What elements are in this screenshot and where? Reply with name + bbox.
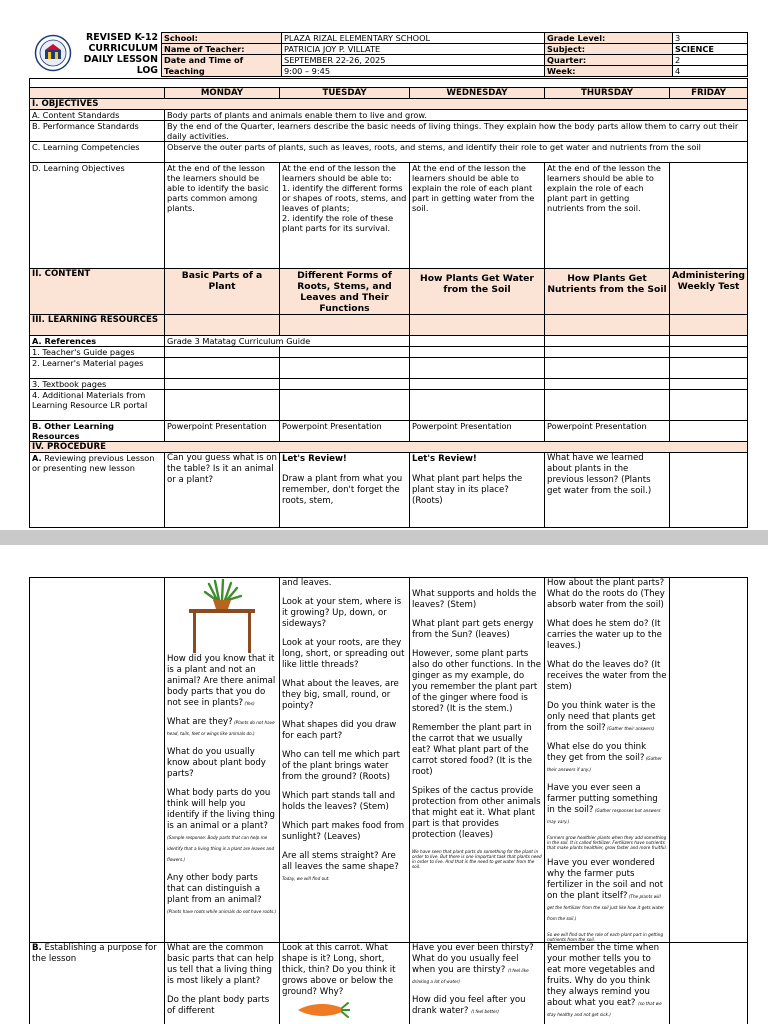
b-thursday-note: (so that we stay healthy and not get sick.)	[547, 1001, 662, 1017]
procedure-a-monday: Can you guess what is on the table? Is it an animal or a plant?	[165, 453, 280, 528]
day-monday: MONDAY	[165, 88, 280, 99]
tuesday-discussion-item	[282, 578, 407, 589]
wednesday-review-title: Let's Review!	[412, 454, 477, 464]
discussion-note: (Gather responses but answers may vary.)	[547, 808, 661, 824]
discussion-question: Spikes of the cactus provide protection from other animals that might eat it. What plant part is that provides protection (leaves)	[412, 786, 541, 840]
header-info-table	[161, 32, 748, 77]
procedure-a-wednesday	[410, 453, 545, 528]
discussion-question: What do you usually know about plant body parts?	[167, 747, 266, 779]
days-header-row	[30, 88, 748, 99]
discussion-question: Which part stands tall and holds the leaves? (Stem)	[282, 791, 396, 812]
procedure-a-tuesday-cont	[280, 578, 410, 943]
time-value: 9:00 – 9:45	[282, 66, 545, 77]
procedure-a-thursday-cont	[545, 578, 670, 943]
grade-level-value: 3	[673, 33, 748, 44]
procedure-a-friday	[670, 453, 748, 528]
objective-wednesday: At the end of the lesson the learners should be able to explain the role of each plant part in getting water from the soil.	[410, 163, 545, 269]
procedure-b-thursday	[545, 943, 670, 1024]
teacher-value: PATRICIA JOY P. VILLATE	[282, 44, 545, 55]
wednesday-discussion-item	[412, 619, 542, 641]
discussion-question: What body parts do you think will help you identify if the living thing is an animal or a plant?	[167, 788, 275, 831]
week-label: Week:	[545, 66, 673, 77]
discussion-question: What else do you think they get from the soil?	[547, 742, 647, 763]
b-wednesday-q2	[412, 995, 542, 1017]
b-wednesday-q1-text: Have you ever been thirsty? What do you usually feel when you are thirsty?	[412, 943, 534, 975]
procedure-continued-table	[29, 577, 748, 1024]
discussion-note: (Gather their answers)	[605, 726, 655, 731]
procedure-b-monday	[165, 943, 280, 1024]
wednesday-discussion-item	[412, 849, 542, 869]
header-title-line1: REVISED K-12	[86, 32, 158, 43]
discussion-note: (Plants do not have head, tails, feet or wings like animals do.)	[167, 720, 275, 736]
discussion-question: What are they?	[167, 717, 233, 727]
procedure-a-tuesday	[280, 453, 410, 528]
monday-discussion-item	[167, 747, 277, 780]
b-wednesday-q2-note: (I feel better)	[471, 1009, 499, 1014]
other-resource-wednesday: Powerpoint Presentation	[410, 421, 545, 442]
monday-discussion-item	[167, 654, 277, 709]
b-tuesday-text: Look at this carrot. What shape is it? Long, short, thick, thin? Do you think it grows above or below the ground? Why?	[282, 943, 396, 997]
thursday-discussion-item	[547, 701, 667, 734]
discussion-note: (Yes)	[243, 701, 255, 706]
procedure-a-monday-cont	[165, 578, 280, 943]
header-title-line3: DAILY LESSON LOG	[83, 54, 158, 76]
other-resource-tuesday: Powerpoint Presentation	[280, 421, 410, 442]
tuesday-discussion-item	[282, 638, 407, 671]
procedure-a-wednesday-cont	[410, 578, 545, 943]
thursday-discussion-item	[547, 835, 667, 850]
procedure-a-text: Reviewing previous Lesson or presenting new lesson	[32, 453, 155, 473]
procedure-a-label	[30, 453, 165, 528]
discussion-question: and leaves.	[282, 578, 332, 588]
b-wednesday-q1	[412, 943, 542, 987]
main-lesson-table	[29, 78, 748, 528]
tuesday-discussion-item	[282, 851, 407, 884]
header-title-line2: CURRICULUM	[88, 43, 158, 54]
b-thursday-text: Remember the time when your mother tells you to eat more vegetables and fruits. Why do you think they always remind you about what you eat?	[547, 943, 660, 1008]
thursday-discussion	[547, 578, 667, 942]
performance-standards-label: B. Performance Standards	[30, 121, 165, 142]
date-time-label: Date and Time of	[162, 55, 282, 66]
thursday-discussion-item	[547, 932, 667, 942]
header-title	[60, 32, 158, 76]
week-value: 4	[673, 66, 748, 77]
day-friday: FRIDAY	[670, 88, 748, 99]
day-wednesday: WEDNESDAY	[410, 88, 545, 99]
section-procedure: IV. PROCEDURE	[30, 442, 748, 453]
discussion-question: Have you ever wondered why the farmer puts fertilizer in the soil and not on the plant itself?	[547, 858, 664, 901]
monday-discussion-item	[167, 873, 277, 917]
tuesday-discussion-item	[282, 720, 407, 742]
wednesday-discussion-item	[412, 649, 542, 715]
thursday-discussion-item	[547, 742, 667, 775]
objective-monday: At the end of the lesson the learners should be able to identify the basic parts common among plants.	[165, 163, 280, 269]
thursday-discussion-item	[547, 619, 667, 652]
discussion-question: Look at your roots, are they long, short, or spreading out like little threads?	[282, 638, 405, 670]
tuesday-discussion-item	[282, 597, 407, 630]
tuesday-discussion-item	[282, 679, 407, 712]
competencies-value: Observe the outer parts of plants, such as leaves, roots, and stems, and identify their role to get water and nutrients from the soil	[165, 142, 748, 163]
objective-thursday: At the end of the lesson the learners should be able to explain the role of each plant part in getting nutrients from the soil.	[545, 163, 670, 269]
discussion-note: (Sample response: Body parts that can help me identify that a living thing is a plant are leaves and flowers.)	[167, 835, 275, 862]
school-label: School:	[162, 33, 282, 44]
thursday-discussion-item	[547, 578, 667, 611]
procedure-b-friday	[670, 943, 748, 1024]
discussion-note: (The plants will get the fertilizer from the soil just like how it gets water from the soil.)	[547, 894, 664, 921]
thursday-discussion-item	[547, 783, 667, 827]
thursday-discussion-item	[547, 858, 667, 924]
b-wednesday-q1-note: (I feel like drinking a lot of water)	[412, 968, 529, 984]
section-content: II. CONTENT	[30, 269, 165, 315]
subject-value: SCIENCE	[673, 44, 748, 55]
procedure-b-letter: B.	[32, 943, 42, 953]
tuesday-discussion	[282, 578, 407, 884]
day-tuesday: TUESDAY	[280, 88, 410, 99]
objective-friday	[670, 163, 748, 269]
tuesday-discussion-item	[282, 791, 407, 813]
wednesday-review-text: What plant part helps the plant stay in its place? (Roots)	[412, 474, 523, 506]
discussion-note: Today, we will find out.	[282, 876, 330, 881]
procedure-a-letter: A.	[32, 453, 42, 463]
content-standards-value: Body parts of plants and animals enable them to live and grow.	[165, 110, 748, 121]
discussion-question: What does he stem do? (It carries the water up to the leaves.)	[547, 619, 662, 651]
monday-discussion-item	[167, 717, 277, 739]
topic-wednesday: How Plants Get Water from the Soil	[410, 269, 545, 315]
procedure-a-label-cont	[30, 578, 165, 943]
tuesday-discussion-item	[282, 821, 407, 843]
discussion-note: (Plants have roots while animals do not have roots.)	[167, 909, 277, 914]
teacher-label: Name of Teacher:	[162, 44, 282, 55]
discussion-question: Are all stems straight? Are all leaves the same shape?	[282, 851, 399, 872]
discussion-question: What plant part gets energy from the Sun? (leaves)	[412, 619, 534, 640]
other-resource-thursday: Powerpoint Presentation	[545, 421, 670, 442]
performance-standards-value: By the end of the Quarter, learners describe the basic needs of living things. They explain how the body parts allow them to carry out their daily activities.	[165, 121, 748, 142]
monday-discussion-item	[167, 788, 277, 865]
wednesday-discussion-item	[412, 786, 542, 841]
carrot-icon	[290, 998, 350, 1022]
content-row	[30, 269, 748, 315]
topic-friday: Administering Weekly Test	[670, 269, 748, 315]
additional-materials-label: 4. Additional Materials from Learning Resource LR portal	[30, 390, 165, 421]
discussion-question: What about the leaves, are they big, small, round, or pointy?	[282, 679, 399, 711]
textbook-label: 3. Textbook pages	[30, 379, 165, 390]
thursday-discussion-item	[547, 660, 667, 693]
b-monday-text-2: Do the plant body parts of different	[167, 995, 270, 1016]
monday-discussion	[167, 654, 277, 917]
content-standards-label: A. Content Standards	[30, 110, 165, 121]
other-resource-friday	[670, 421, 748, 442]
discussion-question: What supports and holds the leaves? (Stem)	[412, 589, 537, 610]
discussion-question: Do you think water is the only need that plants get from the soil?	[547, 701, 656, 733]
school-value: PLAZA RIZAL ELEMENTARY SCHOOL	[282, 33, 545, 44]
learning-objectives-label: D. Learning Objectives	[30, 163, 165, 269]
quarter-value: 2	[673, 55, 748, 66]
learners-material-label: 2. Learner's Material pages	[30, 358, 165, 379]
tuesday-discussion-item	[282, 750, 407, 783]
references-value: Grade 3 Matatag Curriculum Guide	[165, 336, 410, 347]
wednesday-discussion-item	[412, 723, 542, 778]
lesson-log-page-2	[0, 545, 768, 1024]
discussion-question: What shapes did you draw for each part?	[282, 720, 397, 741]
discussion-note: (Gather their answers if any.)	[547, 756, 662, 772]
discussion-question: Look at your stem, where is it growing? Up, down, or sideways?	[282, 597, 402, 629]
discussion-question: Which part makes food from sunlight? (Leaves)	[282, 821, 405, 842]
section-learning-resources: III. LEARNING RESOURCES	[30, 315, 165, 336]
procedure-b-label	[30, 943, 165, 1024]
discussion-note: So we will find out the role of each plant part in getting nutrients from the soil.	[547, 932, 664, 942]
objective-tuesday: At the end of the lesson the learners should be able to: 1. identify the different forms or shapes of roots, stems, and leaves of plants; 2. identify the role of these plant parts for its survival.	[280, 163, 410, 269]
b-wednesday-q2-text: How did you feel after you drank water?	[412, 995, 526, 1016]
date-value: SEPTEMBER 22-26, 2025	[282, 55, 545, 66]
topic-monday: Basic Parts of a Plant	[165, 269, 280, 315]
wednesday-discussion	[412, 589, 542, 869]
procedure-b-tuesday	[280, 943, 410, 1024]
other-resource-monday: Powerpoint Presentation	[165, 421, 280, 442]
potted-plant-on-table-icon	[167, 578, 277, 654]
discussion-question: Who can tell me which part of the plant brings water from the ground? (Roots)	[282, 750, 401, 782]
discussion-question: How about the plant parts? What do the roots do (They absorb water from the soil)	[547, 578, 665, 610]
competencies-label: C. Learning Competencies	[30, 142, 165, 163]
procedure-b-text: Establishing a purpose for the lesson	[32, 943, 157, 964]
subject-label: Subject:	[545, 44, 673, 55]
date-time-label-cont: Teaching	[162, 66, 282, 77]
grade-level-label: Grade Level:	[545, 33, 673, 44]
discussion-note: Farmers grow healthier plants when they add something in the soil. It is called fertilizer. Fertilizers have nutrients that make plants healthier, grow faster and more fruitful.	[547, 835, 667, 850]
procedure-b-wednesday	[410, 943, 545, 1024]
procedure-a-thursday: What have we learned about plants in the previous lesson? (Plants get water from the soil.)	[545, 453, 670, 528]
references-label: A. References	[30, 336, 165, 347]
tuesday-review-text: Draw a plant from what you remember, don't forget the roots, stem,	[282, 474, 403, 506]
teachers-guide-label: 1. Teacher's Guide pages	[30, 347, 165, 358]
other-resources-label: B. Other Learning Resources	[30, 421, 165, 442]
procedure-a-friday-cont	[670, 578, 748, 943]
quarter-label: Quarter:	[545, 55, 673, 66]
b-monday-text-1: What are the common basic parts that can help us tell that a living thing is most likely a plant?	[167, 943, 274, 986]
discussion-question: Remember the plant part in the carrot that we usually eat? What plant part of the carrot stored food? (It is the root)	[412, 723, 532, 777]
wednesday-discussion-item	[412, 589, 542, 611]
discussion-question: However, some plant parts also do other functions. In the ginger as my example, do you remember the plant part of the ginger where food is stored? (It is the stem.)	[412, 649, 542, 714]
topic-tuesday: Different Forms of Roots, Stems, and Leaves and Their Functions	[280, 269, 410, 315]
discussion-question: What do the leaves do? (It receives the water from the stem)	[547, 660, 667, 692]
tuesday-review-title: Let's Review!	[282, 454, 347, 464]
discussion-question: Any other body parts that can distinguish a plant from an animal?	[167, 873, 262, 905]
discussion-question: How did you know that it is a plant and not an animal? Are there animal body parts that you do not see in plants?	[167, 654, 276, 708]
topic-thursday: How Plants Get Nutrients from the Soil	[545, 269, 670, 315]
section-objectives: I. OBJECTIVES	[30, 99, 748, 110]
day-thursday: THURSDAY	[545, 88, 670, 99]
discussion-note: We have seen that plant parts do something for the plant in order to live. But there is one important task that plants need in order to live. And that is the need to get water from the soil.	[412, 849, 542, 869]
discussion-question: Have you ever seen a farmer putting something in the soil?	[547, 783, 658, 815]
